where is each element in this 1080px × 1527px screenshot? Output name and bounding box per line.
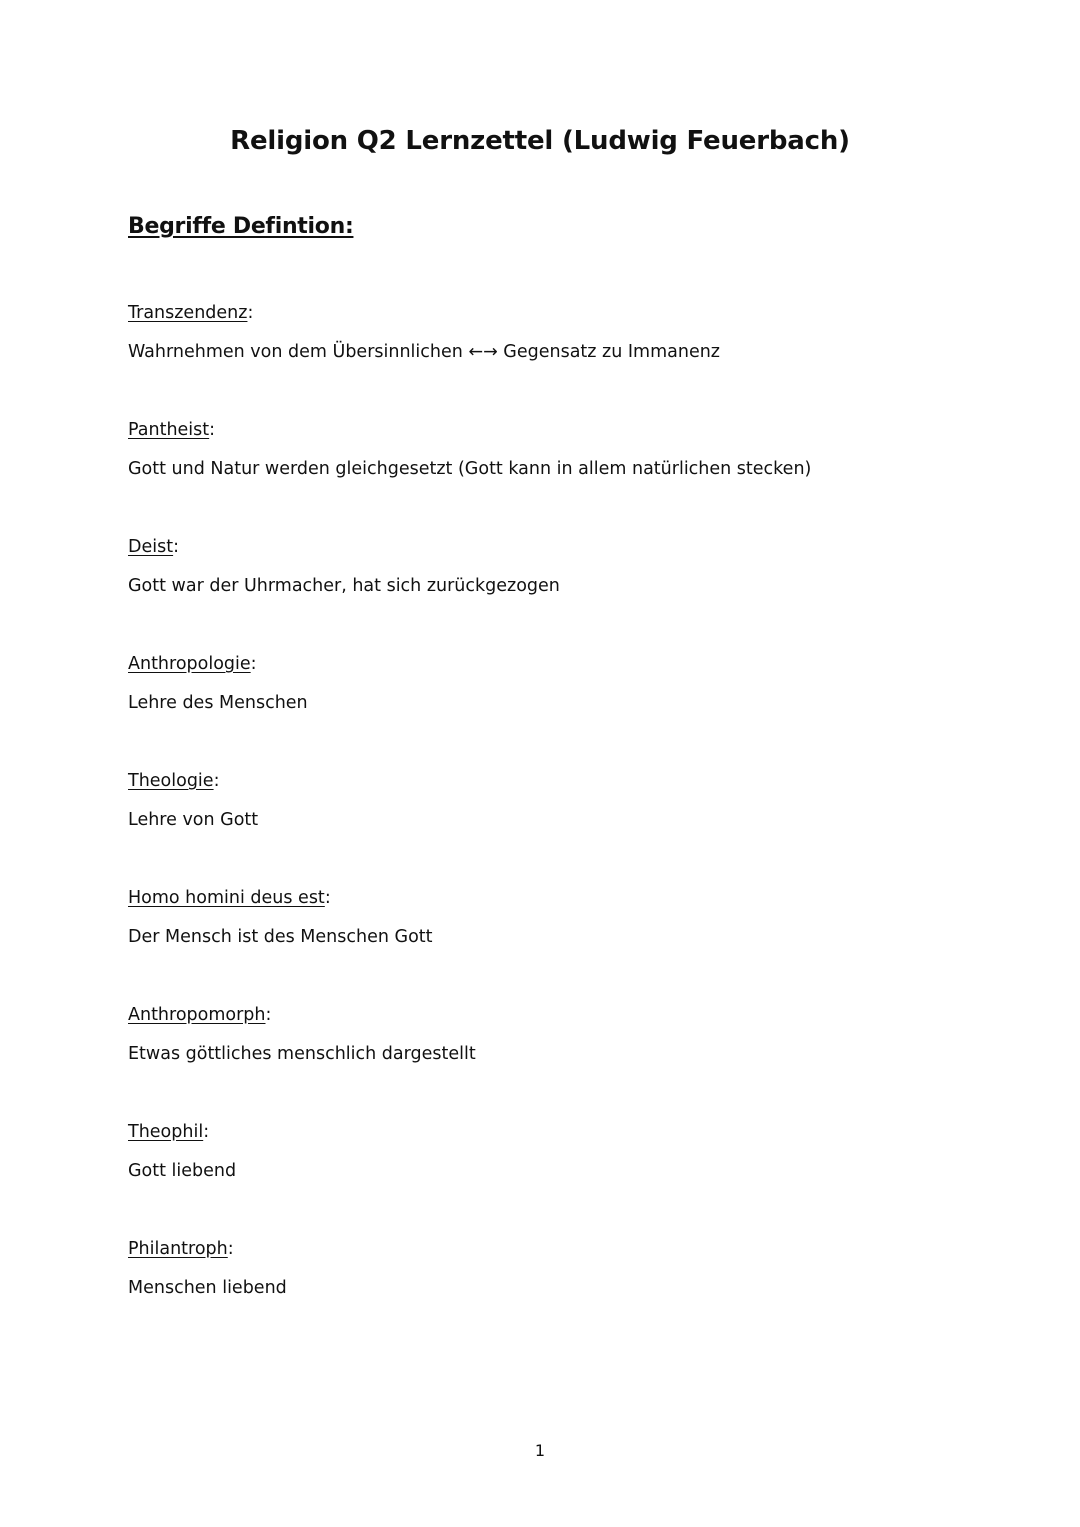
- term-separator: :: [250, 654, 257, 674]
- definition-meaning: Gott liebend: [128, 1161, 237, 1181]
- definition-meaning: Der Mensch ist des Menschen Gott: [128, 927, 433, 947]
- section-heading: Begriffe Defintion:: [128, 214, 354, 239]
- definition-item: [128, 417, 948, 534]
- term-separator: :: [227, 1239, 234, 1259]
- definition-term: Anthropomorph: [128, 1005, 266, 1025]
- term-line: [128, 417, 948, 456]
- definition-meaning: Etwas göttliches menschlich dargestellt: [128, 1044, 476, 1064]
- definition-meaning: Wahrnehmen von dem Übersinnlichen ←→ Gegensatz zu Immanenz: [128, 342, 720, 362]
- term-separator: :: [203, 1122, 210, 1142]
- definition-item: [128, 651, 948, 768]
- definition-item: [128, 1119, 948, 1236]
- term-separator: :: [247, 303, 254, 323]
- definition-meaning: Gott und Natur werden gleichgesetzt (Gott kann in allem natürlichen stecken): [128, 459, 812, 479]
- term-line: [128, 651, 948, 690]
- term-separator: :: [324, 888, 331, 908]
- page-title: Religion Q2 Lernzettel (Ludwig Feuerbach): [230, 126, 850, 156]
- definition-item: [128, 1002, 948, 1119]
- term-line: [128, 1236, 948, 1275]
- definition-term: Theologie: [128, 771, 214, 791]
- definition-term: Deist: [128, 537, 174, 557]
- page-number: 1: [534, 1441, 546, 1460]
- term-line: [128, 300, 948, 339]
- definition-meaning: Lehre von Gott: [128, 810, 259, 830]
- definition-term: Homo homini deus est: [128, 888, 325, 908]
- definition-item: [128, 300, 948, 417]
- term-separator: :: [173, 537, 179, 557]
- term-line: [128, 1119, 948, 1158]
- definition-term: Pantheist: [128, 420, 210, 440]
- definition-meaning: Lehre des Menschen: [128, 693, 308, 713]
- definition-term: Anthropologie: [128, 654, 251, 674]
- definition-meaning: Menschen liebend: [128, 1278, 287, 1298]
- definition-term: Transzendenz: [128, 303, 248, 323]
- term-line: [128, 1002, 948, 1041]
- definition-item: [128, 1236, 948, 1353]
- term-line: [128, 534, 948, 573]
- term-line: [128, 885, 948, 924]
- definition-item: [128, 885, 948, 1002]
- definition-meaning: Gott war der Uhrmacher, hat sich zurückgezogen: [128, 576, 560, 596]
- definitions-list: [128, 300, 948, 1353]
- definition-item: [128, 768, 948, 885]
- term-line: [128, 768, 948, 807]
- definition-term: Philantroph: [128, 1239, 228, 1259]
- definition-item: [128, 534, 948, 651]
- definition-term: Theophil: [128, 1122, 204, 1142]
- term-separator: :: [213, 771, 220, 791]
- term-separator: :: [209, 420, 216, 440]
- term-separator: :: [265, 1005, 272, 1025]
